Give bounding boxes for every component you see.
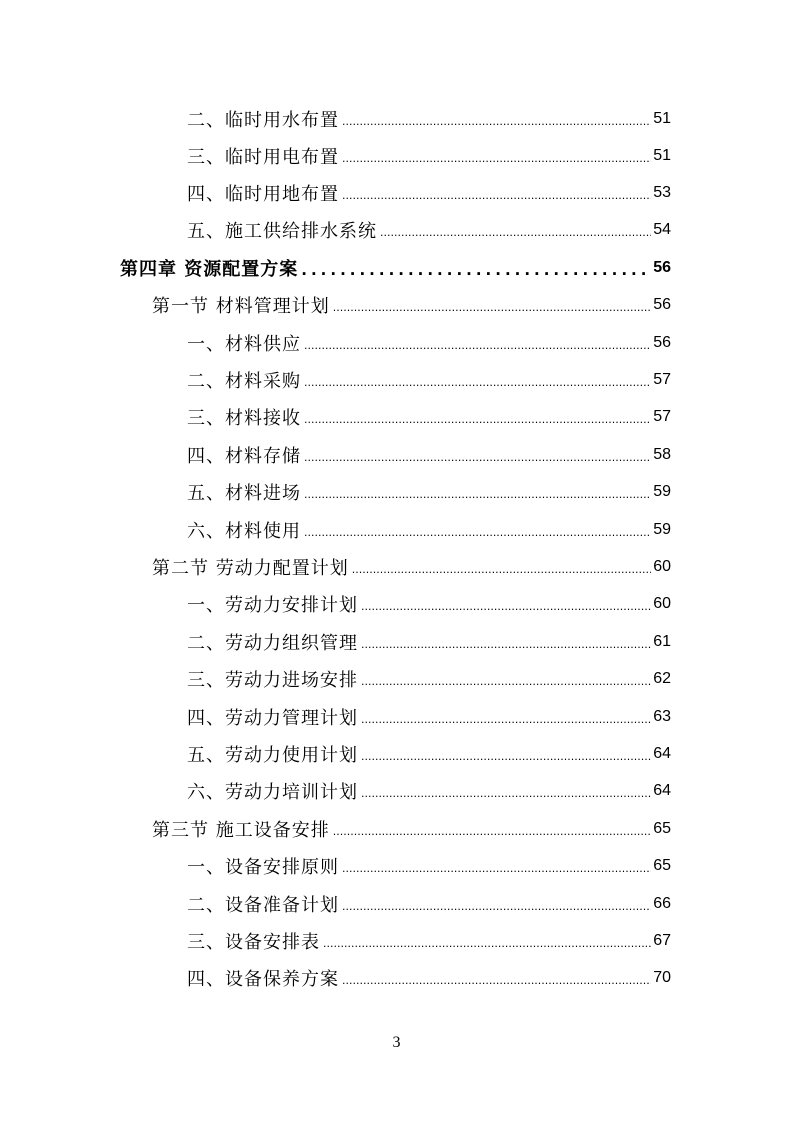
toc-entry-page: 67 (653, 931, 671, 949)
toc-entry[interactable] (187, 398, 671, 435)
toc-entry[interactable] (187, 847, 671, 884)
dot-leader (361, 600, 651, 622)
dot-leader (342, 862, 651, 884)
toc-entry-title: 第四章 资源配置方案 (120, 258, 299, 280)
toc-entry[interactable] (120, 249, 671, 286)
toc-entry-title: 三、劳动力进场安排 (187, 669, 358, 691)
toc-entry[interactable] (187, 100, 671, 137)
toc-entry-title: 五、劳动力使用计划 (187, 744, 358, 766)
toc-entry[interactable] (187, 585, 671, 622)
toc-entry[interactable] (187, 660, 671, 697)
toc-entry-title: 二、临时用水布置 (187, 109, 339, 131)
toc-entry[interactable] (152, 286, 671, 323)
toc-entry-page: 51 (653, 109, 671, 127)
toc-entry[interactable] (187, 772, 671, 809)
dot-leader (301, 261, 651, 286)
dot-leader (304, 376, 651, 398)
toc-entry-page: 63 (653, 707, 671, 725)
toc-entry-title: 二、材料采购 (187, 370, 301, 392)
toc-entry-title: 四、劳动力管理计划 (187, 707, 358, 729)
toc-entry-page: 56 (653, 258, 671, 276)
dot-leader (333, 825, 651, 847)
toc-entry-title: 一、劳动力安排计划 (187, 594, 358, 616)
dot-leader (342, 115, 651, 137)
toc-entry[interactable] (187, 623, 671, 660)
toc-entry[interactable] (187, 436, 671, 473)
toc-entry-page: 56 (653, 295, 671, 313)
toc-entry-title: 一、设备安排原则 (187, 856, 339, 878)
toc-entry-page: 59 (653, 520, 671, 538)
toc-entry-page: 59 (653, 482, 671, 500)
dot-leader (361, 713, 651, 735)
dot-leader (361, 787, 651, 809)
toc-entry-page: 66 (653, 894, 671, 912)
toc-entry[interactable] (187, 137, 671, 174)
toc-entry-title: 三、材料接收 (187, 407, 301, 429)
dot-leader (361, 675, 651, 697)
dot-leader (342, 152, 651, 174)
toc-entry[interactable] (187, 211, 671, 248)
toc-entry-title: 六、材料使用 (187, 520, 301, 542)
toc-entry[interactable] (152, 810, 671, 847)
toc-entry-title: 三、临时用电布置 (187, 146, 339, 168)
dot-leader (361, 750, 651, 772)
toc-entry-page: 57 (653, 407, 671, 425)
toc-entry-title: 五、材料进场 (187, 482, 301, 504)
toc-entry-page: 62 (653, 669, 671, 687)
toc-entry[interactable] (187, 922, 671, 959)
toc-entry-page: 61 (653, 632, 671, 650)
toc-entry-page: 64 (653, 744, 671, 762)
toc-entry-page: 60 (653, 594, 671, 612)
toc-entry-title: 第二节 劳动力配置计划 (152, 557, 349, 579)
toc-entry-page: 58 (653, 445, 671, 463)
toc-entry-title: 二、设备准备计划 (187, 894, 339, 916)
toc-entry-page: 54 (653, 220, 671, 238)
dot-leader (304, 451, 651, 473)
toc-entry[interactable] (152, 548, 671, 585)
toc-entry-title: 四、材料存储 (187, 445, 301, 467)
toc-entry-title: 四、设备保养方案 (187, 968, 339, 990)
dot-leader (304, 413, 651, 435)
toc-entry-title: 五、施工供给排水系统 (187, 220, 377, 242)
toc-entry-title: 第三节 施工设备安排 (152, 819, 330, 841)
toc-entry-page: 70 (653, 968, 671, 986)
dot-leader (342, 974, 651, 996)
toc-entry[interactable] (187, 735, 671, 772)
toc-entry[interactable] (187, 959, 671, 996)
dot-leader (380, 226, 651, 248)
dot-leader (304, 526, 651, 548)
toc-entry-title: 三、设备安排表 (187, 931, 320, 953)
toc-entry-title: 六、劳动力培训计划 (187, 781, 358, 803)
toc-entry[interactable] (187, 174, 671, 211)
toc-entry-title: 一、材料供应 (187, 333, 301, 355)
toc-entry-title: 二、劳动力组织管理 (187, 632, 358, 654)
toc-entry-page: 65 (653, 819, 671, 837)
toc-entry-page: 64 (653, 781, 671, 799)
toc-entry-page: 57 (653, 370, 671, 388)
dot-leader (304, 339, 651, 361)
toc-entry-page: 65 (653, 856, 671, 874)
toc-entry[interactable] (187, 511, 671, 548)
toc-entry[interactable] (187, 698, 671, 735)
dot-leader (304, 488, 651, 510)
toc-entry[interactable] (187, 885, 671, 922)
toc-entry[interactable] (187, 473, 671, 510)
toc-entry-page: 56 (653, 333, 671, 351)
page-number: 3 (392, 1034, 401, 1051)
dot-leader (361, 638, 651, 660)
toc-entry-title: 四、临时用地布置 (187, 183, 339, 205)
toc-entry[interactable] (187, 361, 671, 398)
toc-entry-page: 53 (653, 183, 671, 201)
toc-entry-page: 60 (653, 557, 671, 575)
toc-entry-page: 51 (653, 146, 671, 164)
dot-leader (323, 937, 651, 959)
dot-leader (333, 301, 651, 323)
dot-leader (342, 900, 651, 922)
dot-leader (342, 189, 651, 211)
toc-entry-title: 第一节 材料管理计划 (152, 295, 330, 317)
dot-leader (352, 563, 651, 585)
toc-entry[interactable] (187, 324, 671, 361)
